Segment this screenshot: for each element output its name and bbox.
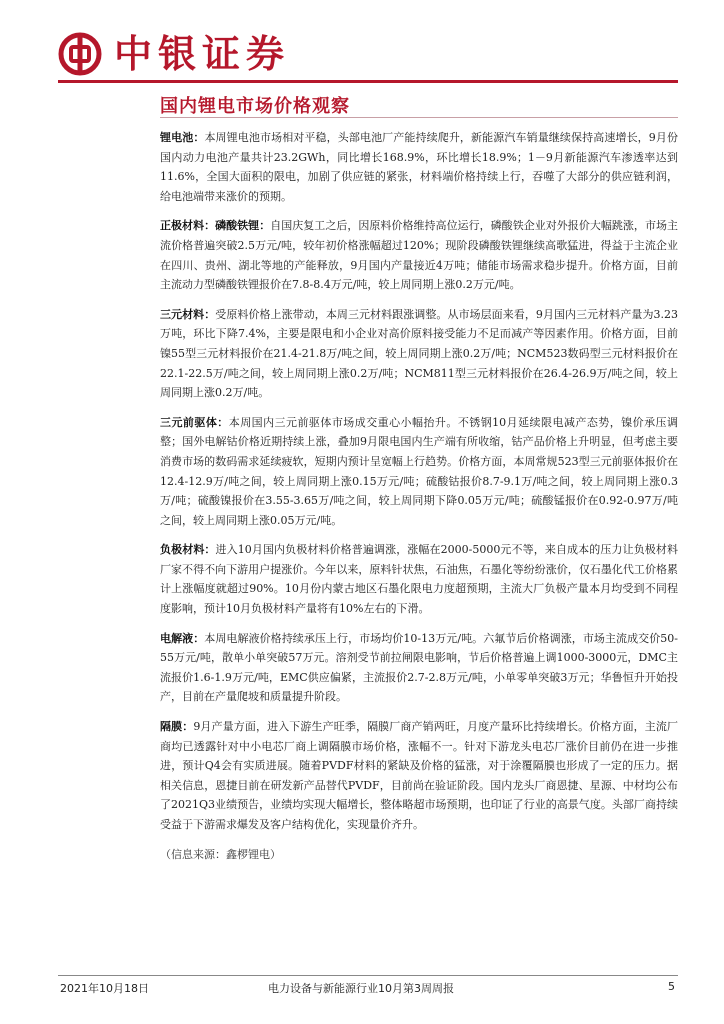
page-header (58, 30, 678, 84)
paragraph-separator (160, 717, 678, 835)
header-divider (58, 80, 678, 83)
paragraph-lead: 锂电池： (160, 131, 205, 144)
paragraph-lead: 三元前驱体： (160, 415, 229, 429)
paragraph-anode (160, 540, 678, 618)
paragraph-lead: 正极材料：磷酸铁锂： (160, 219, 271, 233)
paragraph-electrolyte (160, 629, 678, 707)
info-source: （信息来源：鑫椤锂电） (160, 847, 281, 861)
paragraph-lead: 电解液： (160, 631, 205, 645)
paragraph-cathode-lfp (160, 216, 678, 294)
section-title: 国内锂电市场价格观察 (160, 96, 350, 117)
paragraph-lead: 三元材料： (160, 307, 216, 321)
paragraph-text: 进入10月国内负极材料价格普遍调涨，涨幅在2000-5000元不等，来自成本的压力让负极材料厂家不得不向下游用户提涨价。今年以来，原料针状焦，石油焦，石墨化等纷纷涨价，仅石墨化代工价格累计上涨幅度就超过90%。10月份内蒙古地区石墨化限电力度超预期，主流大厂负极产量本月均受到不同程度影响，预计10月负极材料产量将有10%左右的下滑。 (160, 543, 679, 616)
brand-name: 中银证券 (114, 32, 291, 76)
paragraph-text: 受原料价格上涨带动，本周三元材料跟涨调整。从市场层面来看，9月国内三元材料产量为3.23万吨，环比下降7.4%，主要是限电和小企业对高价原料接受能力不足而减产等因素作用。价格方面，目前镍55型三元材料报价在21.4-21.8万/吨之间，较上周同期上涨0.2万/吨；NCM523数码型三元材料报价在22.1-22.5万/吨之间，较上周同期上涨0.2万/吨；NCM811型三元材料报价在26.4-26.9万/吨之间，较上周同期上涨0.2万/吨。 (160, 307, 678, 400)
section-divider (160, 117, 678, 118)
paragraph-ternary (160, 305, 678, 403)
paragraph-precursor (160, 413, 678, 531)
paragraph-text: 9月产量方面，进入下游生产旺季，隔膜厂商产销两旺，月度产量环比持续增长。价格方面，主流厂商均已透露针对中小电芯厂商上调隔膜市场价格，涨幅不一。针对下游龙头电芯厂涨价目前仍在进一步推进，预计Q4会有实质进展。随着PVDF材料的紧缺及价格的猛涨，对于涂覆隔膜也形成了一定的压力。据相关信息，恩捷目前在研发新产品替代PVDF，目前尚在验证阶段。国内龙头厂商恩捷、星源、中材均公布了2021Q3业绩预告，业绩均实现大幅增长，整体略超市场预期，也印证了行业的高景气度。头部厂商持续受益于下游需求爆发及客户结构优化，实现量价齐升。 (160, 720, 678, 831)
paragraph-text: 本周国内三元前驱体市场成交重心小幅抬升。不锈钢10月延续限电减产态势，镍价承压调整；国外电解钴价格近期持续上涨，叠加9月限电国内生产端有所收缩，钴产品价格上升明显，但考虑主要消费市场的数码需求延续疲软，短期内预计呈宽幅上行趋势。价格方面，本周常规523型三元前驱体报价在12.4-12.9万/吨之间，较上周同期上涨0.15万元/吨；硫酸钴报价8.7-9.1万/吨之间，较上周同期上涨0.3万/吨；硫酸镍报价在3.55-3.65万/吨之间，较上周同期下降0.05万元/吨；硫酸锰报价在0.92-0.97万/吨之间，较上周同期上涨0.05万元/吨。 (160, 415, 679, 527)
paragraph-text: 本周锂电池市场相对平稳，头部电池厂产能持续爬升，新能源汽车销量继续保持高速增长，9月份国内动力电池产量共计23.2GWh，同比增长168.9%，环比增长18.9%；1－9月新能源汽车渗透率达到11.6%，全国大面积的限电，加剧了供应链的紧张，材料端价格持续上行，吞噬了大部分的供应链利润，给电池端带来涨价的预期。 (160, 131, 678, 203)
report-body (160, 128, 678, 864)
footer-date: 2021年10月18日 (60, 982, 149, 995)
page-number: 5 (668, 980, 675, 993)
bank-of-china-logo-icon (58, 32, 102, 76)
footer-report-title: 电力设备与新能源行业10月第3周周报 (268, 982, 454, 995)
paragraph-text: 自国庆复工之后，因原料价格维持高位运行，磷酸铁企业对外报价大幅跳涨，市场主流价格普遍突破2.5万元/吨，较年初价格涨幅超过120%；现阶段磷酸铁锂继续高歌猛进，得益于主流企业在四川、贵州、湖北等地的产能释放，9月国内产量接近4万吨；储能市场需求稳步提升。价格方面，目前主流动力型磷酸铁锂报价在7.8-8.4万元/吨，较上周同期上涨0.2万元/吨。 (160, 219, 678, 292)
paragraph-battery (160, 128, 678, 206)
footer-divider (58, 975, 678, 976)
paragraph-text: 本周电解液价格持续承压上行，市场均价10-13万元/吨。六氟节后价格调涨，市场主流成交价50-55万元/吨，散单小单突破57万元。溶剂受节前拉闸限电影响，节后价格普遍上调1000-3000元，DMC主流报价1.6-1.9万元/吨，EMC供应偏紧，主流报价2.7-2.8万元/吨，小单零单突破3万元；华鲁恒升开始投产，目前在产量爬坡和质量提升阶段。 (160, 631, 678, 704)
paragraph-lead: 负极材料： (160, 543, 216, 557)
paragraph-lead: 隔膜： (160, 720, 194, 734)
